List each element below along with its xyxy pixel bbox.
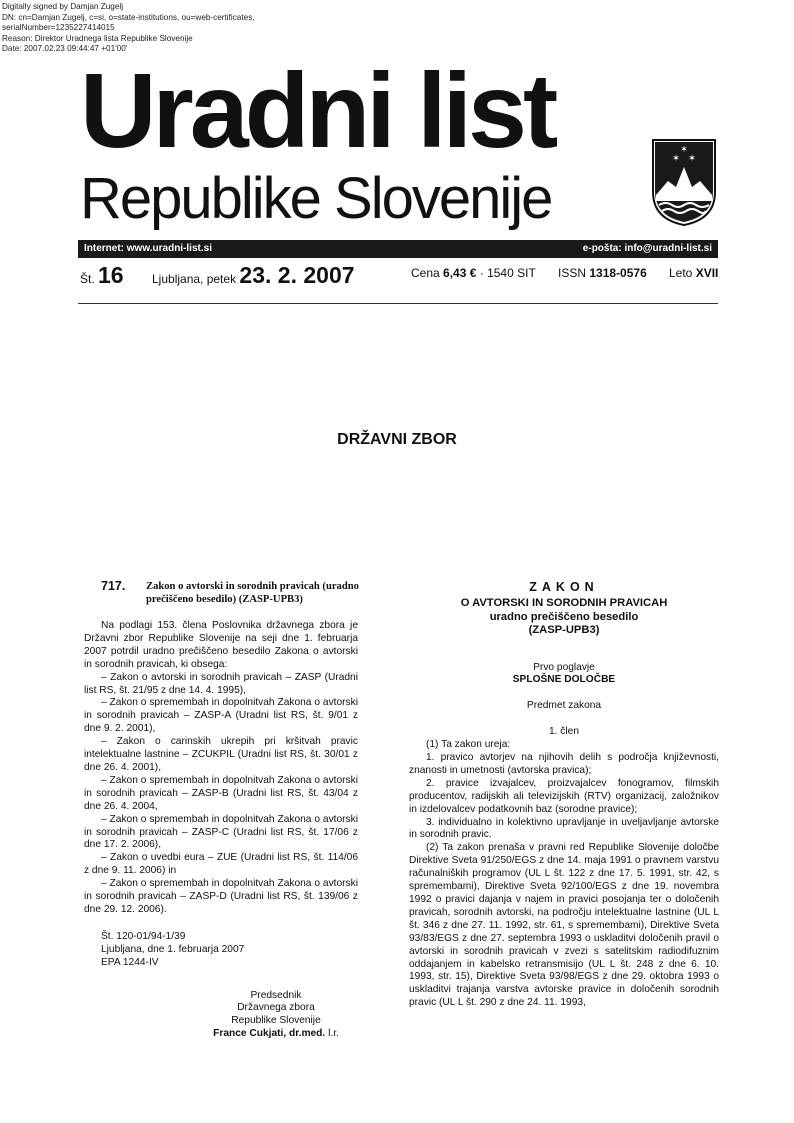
act-number: 717. (101, 579, 126, 593)
svg-text:✶: ✶ (680, 144, 688, 154)
signature-line: Date: 2007.02.23 09:44:47 +01'00' (2, 44, 128, 53)
issue-number-value: 16 (98, 262, 124, 288)
signer-name-line (194, 1028, 358, 1041)
intro-paragraph: Na podlagi 153. člena Poslovnika državnega zbora je Državni zbor Republike Slovenije na seji dne 1. februarja 2007 potrdil uradno prečiščeno besedilo Zakona o avtorski in sorodnih pravicah, ki obsega: (84, 620, 358, 670)
coat-of-arms-icon (650, 137, 718, 227)
signature-line: DN: cn=Damjan Zugelj, c=si, o=state-institutions, ou=web-certificates, (2, 12, 255, 22)
header-divider (78, 303, 718, 304)
issue-year (669, 266, 718, 280)
list-item: – Zakon o spremembah in dopolnitvah Zakona o avtorski in sorodnih pravicah – ZASP-B (Uradni list RS, št. 43/04 z dne 26. 4. 2004, (84, 774, 358, 812)
signature-line: Reason: Direktor Uradnega lista Republike Slovenije (2, 33, 193, 43)
act-title-line: prečiščeno besedilo) (ZASP-UPB3) (146, 593, 303, 605)
left-column (84, 580, 358, 1041)
law-title: ZAKON (529, 580, 599, 594)
issue-place: Ljubljana, petek (152, 272, 237, 286)
signature-block (84, 990, 358, 1042)
issue-number (80, 262, 124, 289)
masthead-subtitle: Republike Slovenije (80, 166, 552, 231)
chapter-name: SPLOŠNE DOLOČBE (512, 674, 616, 686)
list-item: – Zakon o uvedbi eura – ZUE (Uradni list RS, št. 114/06 z dne 9. 11. 2006) in (84, 852, 358, 877)
reference-number: Št. 120-01/94-1/39 (101, 930, 186, 942)
law-subtitle: uradno prečiščeno besedilo (489, 610, 639, 623)
issn-value: 1318-0576 (589, 266, 647, 280)
issue-price (411, 266, 536, 280)
year-value: XVII (695, 266, 719, 280)
signer-name: France Cukjati, dr.med. (213, 1028, 326, 1040)
article-paragraph: 1. pravico avtorjev na njihovih delih s področja književnosti, znanosti in umetnosti (avtorska pravica); (409, 752, 719, 776)
act-title-line: Zakon o avtorski in sorodnih pravicah (uradno (146, 581, 359, 592)
internet-address[interactable]: Internet: www.uradni-list.si (84, 243, 212, 254)
act-title (146, 581, 359, 607)
subject-heading: Predmet zakona (526, 700, 602, 712)
signer-title: Državnega zbora (237, 1002, 315, 1014)
issn-label: ISSN (558, 266, 587, 280)
issue-date-value: 23. 2. 2007 (239, 262, 355, 288)
article-paragraph: (1) Ta zakon ureja: (426, 739, 511, 751)
law-subtitle: (ZASP-UPB3) (528, 624, 600, 636)
article-paragraph: 2. pravice izvajalcev, proizvajalcev fonogramov, filmskih producentov, radijskih ali televizijskih (RTV) organizacij, založnikov in izdelovalcev podatkovnih baz (sorodne pravice); (409, 777, 719, 815)
article-paragraph: 3. individualno in kolektivno upravljanje in uveljavljanje avtorske in sorodnih pravic. (409, 816, 719, 841)
article-paragraph: (2) Ta zakon prenaša v pravni red Republike Slovenije določbe Direktive Sveta 91/250/EGS z dne 14. maja 1991 o pravnem varstvu računalniških programov (UL L št. 122 z dne 17. 5. 1991, str. 42, s spremembami), Direktive Sveta 92/100/EGS z dne 19. novembra 1992 o pravici dajanja v najem in pravici posojanja ter o določenih pravicah, sorodnih avtorski, na področju intelektualne lastnine (UL L št. 346 z dne 27. 11. 1992, str. 61, s spremembami), Direktive Sveta 93/83/EGS z dne 27. septembra 1993 o uskladitvi določenih pravil o avtorski in sorodnih pravicah v zvezi s satelitskim radiodifuznim oddajanjem in kabelsko retransmisijo (UL L št. 248 z dne 6. 10. 1993, str. 15), Direktive Sveta 93/98/EGS z dne 29. oktobra 1993 o uskladitvi trajanja varstva avtorske pravice in določenih sorodnih pravic (UL L št. 290 z dne 24. 11. 1993, (409, 842, 719, 1009)
law-subtitle: O AVTORSKI IN SORODNIH PRAVICAH (460, 597, 668, 609)
year-label: Leto (669, 266, 693, 280)
signature-line: Digitally signed by Damjan Zugelj (2, 2, 124, 11)
act-heading (84, 580, 358, 610)
signer-lr: l.r. (328, 1028, 339, 1040)
list-item: – Zakon o spremembah in dopolnitvah Zakona o avtorski in sorodnih pravicah – ZASP-A (Uradni list RS, št. 9/01 z dne 9. 2. 2001), (84, 697, 358, 735)
list-item: – Zakon o spremembah in dopolnitvah Zakona o avtorski in sorodnih pravicah – ZASP-C (Uradni list RS, št. 17/06 z dne 17. 2. 2006), (84, 813, 358, 851)
list-item: – Zakon o carinskih ukrepih pri kršitvah pravic intelektualne lastnine – ZCUKPIL (Uradni list RS, št. 30/01 z dne 26. 4. 2001), (84, 736, 358, 773)
email-address[interactable]: e-pošta: info@uradni-list.si (582, 243, 712, 254)
price-eur: 6,43 € (443, 266, 477, 280)
list-item: – Zakon o spremembah in dopolnitvah Zakona o avtorski in sorodnih pravicah – ZASP-D (Uradni list RS, št. 139/06 z dne 29. 12. 2006). (84, 878, 358, 915)
reference-epa: EPA 1244-IV (101, 956, 159, 968)
contact-bar (78, 240, 718, 258)
section-heading: DRŽAVNI ZBOR (337, 431, 457, 448)
svg-text:✶: ✶ (672, 153, 680, 163)
article-heading: 1. člen (548, 726, 579, 738)
right-column (409, 580, 719, 1010)
price-sit: · 1540 SIT (479, 266, 536, 280)
chapter-label: Prvo poglavje (533, 661, 595, 673)
masthead-title: Uradni list (80, 52, 555, 170)
price-label: Cena (411, 266, 440, 280)
signer-title: Predsednik (250, 989, 302, 1001)
signer-title: Republike Slovenije (231, 1015, 321, 1027)
svg-text:✶: ✶ (688, 153, 696, 163)
list-item: – Zakon o avtorski in sorodnih pravicah – ZASP (Uradni list RS, št. 21/95 z dne 14. 4. 1995), (84, 671, 358, 696)
issue-date (152, 262, 355, 289)
reference-date: Ljubljana, dne 1. februarja 2007 (101, 943, 245, 955)
digital-signature (2, 2, 255, 55)
issue-issn (558, 266, 647, 280)
signature-line: serialNumber=1235227414015 (2, 23, 115, 32)
issue-number-label: Št. (80, 272, 95, 286)
